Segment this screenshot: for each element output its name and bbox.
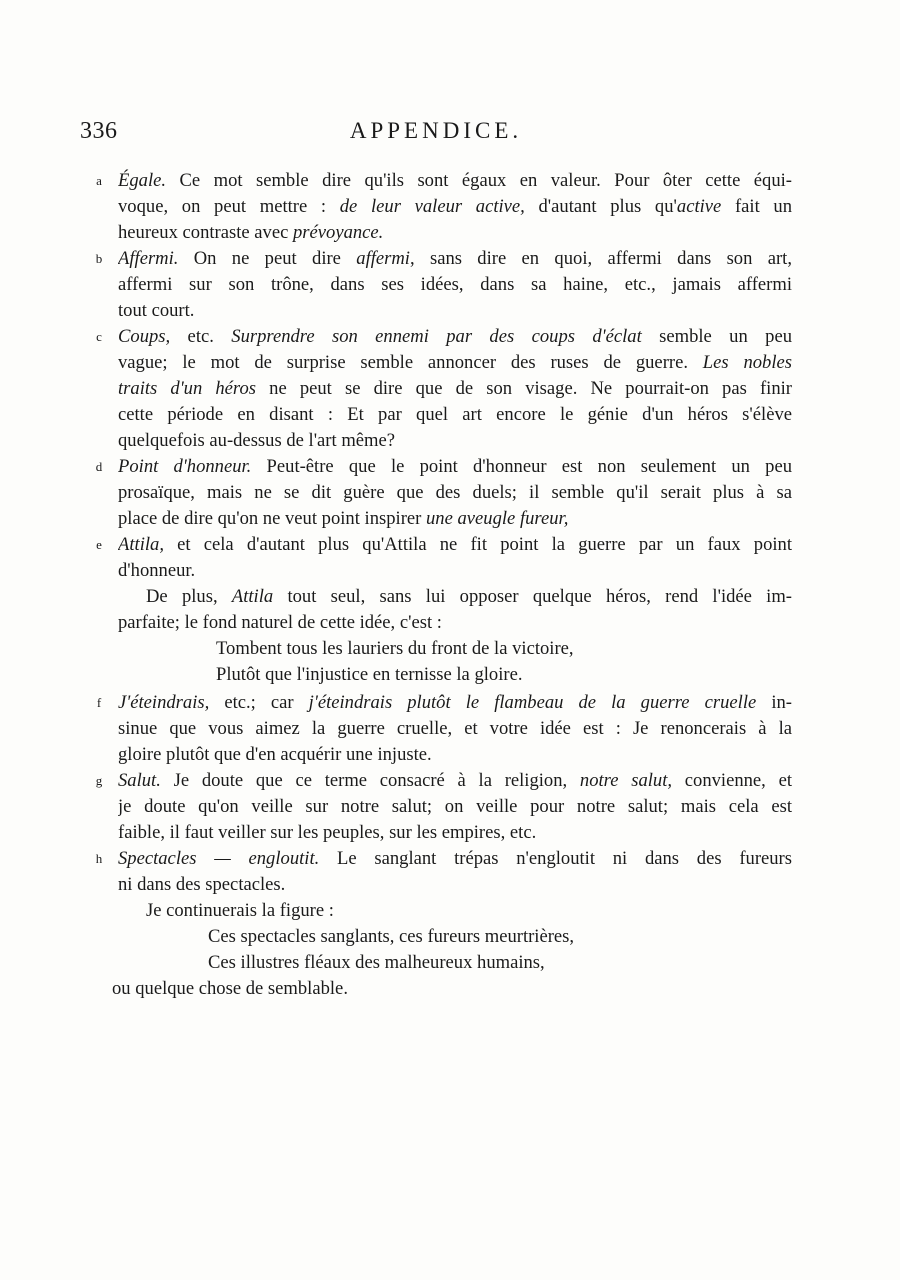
note-line <box>118 532 792 558</box>
note-line <box>118 376 792 402</box>
note-line <box>118 454 792 480</box>
note-marker: a <box>96 173 102 188</box>
italic-text: Affermi. <box>118 248 179 269</box>
italic-text: J'éteindrais, <box>118 692 210 713</box>
note-line <box>118 350 792 376</box>
note-line <box>216 636 792 662</box>
note-line <box>146 584 792 610</box>
note-line <box>118 220 792 246</box>
note-line <box>118 506 792 532</box>
note-line <box>118 272 792 298</box>
page-number: 336 <box>80 118 118 144</box>
text-run: De plus, <box>146 586 232 607</box>
text-run: On ne peut dire <box>178 248 357 269</box>
text-run: affermi sur son trône, dans ses idées, dans sa haine, etc., jamais affermi <box>118 274 792 295</box>
text-run: parfaite; le fond naturel de cette idée, c'est : <box>118 612 442 633</box>
note-line <box>118 298 792 324</box>
text-run: place de dire qu'on ne veut point inspirer <box>118 508 426 529</box>
text-run: d'autant plus qu' <box>524 196 677 217</box>
text-run: d'honneur. <box>118 560 196 581</box>
italic-text: Attila, <box>118 534 164 555</box>
note-line <box>118 480 792 506</box>
text-run: ne peut se dire que de son visage. Ne pourrait-on pas finir <box>256 378 792 399</box>
note-line <box>112 976 792 1002</box>
italic-text: Surprendre son ennemi par des coups d'éclat <box>231 326 642 347</box>
text-run: Tombent tous les lauriers du front de la victoire, <box>216 638 574 659</box>
text-run: et cela d'autant plus qu'Attila ne fit point la guerre par un faux point <box>163 534 792 555</box>
note-marker: h <box>95 851 103 866</box>
note-marker: e <box>96 537 102 552</box>
text-run: Peut-être que le point d'honneur est non seulement un peu <box>251 456 792 477</box>
italic-text: Attila <box>231 586 274 607</box>
note-line <box>118 558 792 584</box>
italic-text: Coups, <box>118 326 171 347</box>
note-line <box>118 324 792 350</box>
note-line <box>208 924 792 950</box>
text-run: heureux contraste avec <box>118 222 293 243</box>
note-line <box>118 690 792 716</box>
text-run: quelquefois au-dessus de l'art même? <box>118 430 395 451</box>
note-line <box>118 846 792 872</box>
text-run: ou quelque chose de semblable. <box>112 978 348 999</box>
note-marker: g <box>95 773 103 788</box>
text-run: vague; le mot de surprise semble annoncer des ruses de guerre. <box>118 352 703 373</box>
italic-text: active <box>676 196 722 217</box>
text-run: Je doute que ce terme consacré à la religion, <box>160 770 580 791</box>
italic-text: Point d'honneur. <box>118 456 252 477</box>
running-title: APPENDICE. <box>349 118 523 143</box>
text-run: convienne, et <box>672 770 792 791</box>
italic-text: Salut. <box>118 770 161 791</box>
note-line <box>118 794 792 820</box>
note-line <box>208 950 792 976</box>
text-run: sinue que vous aimez la guerre cruelle, et votre idée est : Je renoncerais à la <box>118 718 792 739</box>
text-run: in- <box>756 692 792 713</box>
text-run: Le sanglant trépas n'engloutit ni dans des fureurs <box>319 848 792 869</box>
text-run: semble un peu <box>641 326 792 347</box>
note-line <box>118 820 792 846</box>
note-line <box>118 246 792 272</box>
text-run: etc.; car <box>209 692 309 713</box>
note-line <box>118 428 792 454</box>
note-line <box>118 768 792 794</box>
text-run: etc. <box>170 326 232 347</box>
text-run: Ces spectacles sanglants, ces fureurs meurtrières, <box>208 926 575 947</box>
text-run: tout court. <box>118 300 195 321</box>
note-marker: d <box>95 459 103 474</box>
italic-text: prévoyance. <box>293 222 384 243</box>
note-line <box>118 610 792 636</box>
text-run: gloire plutôt que d'en acquérir une injuste. <box>118 744 432 765</box>
note-marker: b <box>95 251 103 266</box>
text-run: je doute qu'on veille sur notre salut; on veille pour notre salut; mais cela est <box>118 796 792 817</box>
note-line <box>118 716 792 742</box>
text-run: Ce mot semble dire qu'ils sont égaux en valeur. Pour ôter cette équi- <box>166 170 792 191</box>
italic-text: traits d'un héros <box>118 378 257 399</box>
note-marker: c <box>96 329 102 344</box>
note-line <box>118 402 792 428</box>
note-line <box>118 168 792 194</box>
page-header <box>80 118 792 152</box>
text-run: , sans dire en quoi, affermi dans son art, <box>409 248 792 269</box>
italic-text: de leur valeur active, <box>339 196 525 217</box>
note-line <box>118 742 792 768</box>
note-line <box>118 194 792 220</box>
note-line <box>216 662 792 688</box>
italic-text: Spectacles — engloutit. <box>118 848 320 869</box>
text-run: tout seul, sans lui opposer quelque héros, rend l'idée im- <box>273 586 792 607</box>
text-run: Je continuerais la figure : <box>146 900 334 921</box>
text-run: faible, il faut veiller sur les peuples, sur les empires, etc. <box>118 822 537 843</box>
text-run: cette période en disant : Et par quel art encore le génie d'un héros s'élève <box>118 404 792 425</box>
italic-text: j'éteindrais plutôt le flambeau de la guerre cruelle <box>308 692 757 713</box>
note-line <box>146 898 792 924</box>
italic-text: Égale. <box>118 170 167 191</box>
italic-text: une aveugle fureur, <box>426 508 569 529</box>
note-marker: f <box>96 695 102 710</box>
italic-text: notre salut, <box>579 770 673 791</box>
italic-text: affermi <box>356 248 410 269</box>
note-line <box>118 872 792 898</box>
italic-text: Les nobles <box>702 352 792 373</box>
text-run: ni dans des spectacles. <box>118 874 286 895</box>
text-run: voque, on peut mettre : <box>118 196 340 217</box>
text-run: prosaïque, mais ne se dit guère que des duels; il semble qu'il serait plus à sa <box>118 482 792 503</box>
text-run: Plutôt que l'injustice en ternisse la gloire. <box>216 664 523 685</box>
text-run: fait un <box>721 196 792 217</box>
text-run: Ces illustres fléaux des malheureux humains, <box>208 952 545 973</box>
